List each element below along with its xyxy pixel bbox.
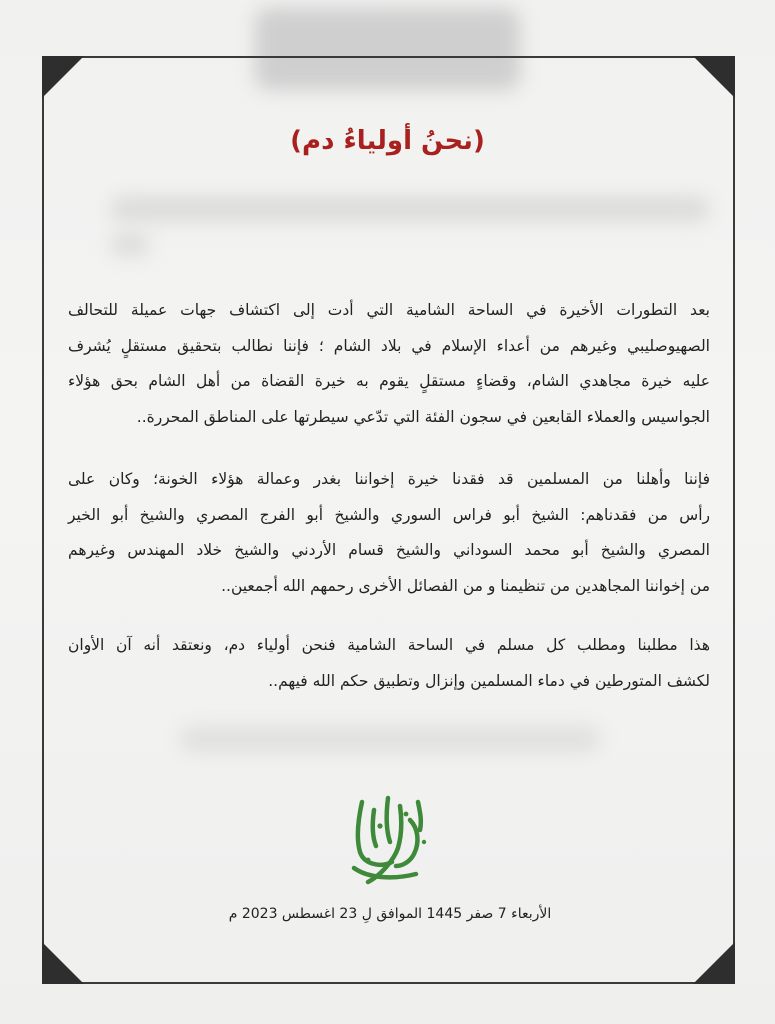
text-line: رأس من فقدناهم: الشيخ أبو فراس السوري والشيخ أبو الفرج المصري والشيخ أبو الخير: [68, 505, 710, 524]
paragraph-2: [68, 462, 710, 604]
paragraph-1: [68, 293, 710, 435]
calligraphy-logo-icon: [340, 790, 436, 890]
text-line: عليه خيرة مجاهدي الشام، وقضاءٍ مستقلٍ يقوم به خيرة القضاة من أهل الشام بحق هؤلاء: [68, 372, 710, 390]
text-line: فإننا وأهلنا من المسلمين قد فقدنا خيرة إخواننا بغدر وعمالة هؤلاء الخونة؛ وكان على: [68, 470, 710, 488]
redacted-line: [110, 196, 710, 222]
corner-ornament-top-right: [693, 56, 735, 98]
document-title: (نحنُ أولياءُ دم): [290, 126, 485, 156]
text-line: لكشف المتورطين في دماء المسلمين وإنزال وتطبيق حكم الله فيهم..: [268, 671, 710, 690]
corner-ornament-bottom-right: [693, 942, 735, 984]
text-line: هذا مطلبنا ومطلب كل مسلم في الساحة الشامية فنحن أولياء دم، ونعتقد أنه آن الأوان: [68, 636, 710, 654]
text-line: الجواسيس والعملاء القابعين في سجون الفئة التي تدّعي سيطرتها على المناطق المحررة..: [136, 407, 710, 426]
text-line: بعد التطورات الأخيرة في الساحة الشامية التي أدت إلى اكتشاف جهات عميلة للتحالف: [68, 301, 710, 319]
date-line: الأربعاء 7 صفر 1445 الموافق لِ 23 اغسطس 2023 م: [228, 906, 552, 922]
corner-ornament-top-left: [42, 56, 84, 98]
paragraph-3: [68, 628, 710, 699]
text-line: الصهيوصليبي وغيرهم من أعداء الإسلام في بلاد الشام ؛ فإننا نطالب بتحقيق مستقلٍ يُشرف: [68, 336, 710, 355]
text-line: المصري والشيخ أبو محمد السوداني والشيخ قسام الأردني والشيخ خلاد المهندس وغيرهم: [68, 541, 710, 559]
text-line: من إخواننا المجاهدين من تنظيمنا و من الفصائل الأخرى رحمهم الله أجمعين..: [221, 576, 710, 595]
corner-ornament-bottom-left: [42, 942, 84, 984]
redacted-line: [180, 726, 600, 752]
redacted-line: [110, 232, 150, 256]
